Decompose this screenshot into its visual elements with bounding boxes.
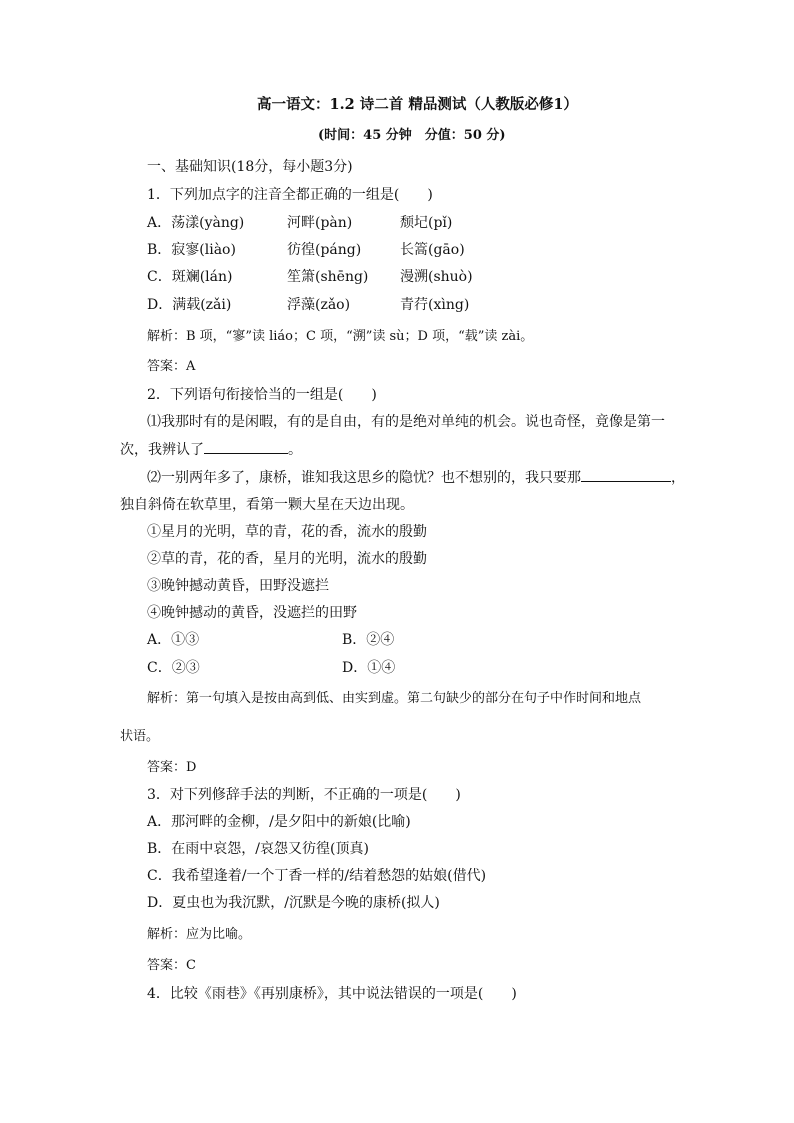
q2-p2-end: ，	[671, 470, 685, 486]
q2-analysis-cont: 状语。	[120, 729, 160, 744]
q2-option-a: A．①③	[147, 632, 200, 648]
q2-p2-text: ⑵一别两年多了，康桥，谁知我这思乡的隐忧？也不想别的，我只要那	[147, 470, 581, 486]
q1-option-d-c: 青荇(xìng)	[400, 297, 470, 313]
q1-option-d-b: 浮藻(zǎo)	[287, 297, 351, 313]
page-title: 高一语文：1.2 诗二首 精品测试（人教版必修1）	[257, 96, 578, 113]
q1-option-c-b: 笙箫(shēng)	[287, 269, 369, 285]
q2-analysis: 解析：第一句填入是按由高到低、由实到虚。第二句缺少的部分在句子中作时间和地点	[147, 691, 642, 706]
page-subtitle: (时间：45 分钟 分值：50 分)	[318, 128, 506, 143]
q1-answer: 答案：A	[147, 359, 196, 374]
q1-option-b: B．寂寥(liào)	[147, 242, 236, 258]
q1-option-b-b: 彷徨(páng)	[287, 242, 362, 258]
q1-analysis: 解析：B 项，“寥”读 liáo；C 项，“溯”读 sù；D 项，“载”读 zài。	[147, 329, 534, 344]
q1-option-a-c: 颓圮(pǐ)	[400, 215, 453, 231]
q1-option-a: A．荡漾(yàng)	[147, 215, 245, 231]
q3-stem: 3．对下列修辞手法的判断，不正确的一项是( )	[147, 787, 461, 803]
q2-item-3: ③晚钟撼动黄昏，田野没遮拦	[147, 578, 329, 594]
q2-answer: 答案：D	[147, 760, 197, 775]
q2-p1-text: 次，我辨认了	[120, 442, 204, 458]
q3-option-b: B．在雨中哀怨，/哀怨又彷徨(顶真)	[147, 841, 369, 857]
q1-option-c: C．斑斓(lán)	[147, 269, 233, 285]
q1-option-a-b: 河畔(pàn)	[287, 215, 353, 231]
q1-option-b-c: 长篙(gāo)	[400, 242, 465, 258]
section-heading: 一、基础知识(18分，每小题3分)	[147, 159, 353, 175]
q1-option-d: D．满载(zǎi)	[147, 297, 232, 313]
q2-item-4: ④晚钟撼动的黄昏，没遮拦的田野	[147, 605, 357, 621]
q2-stem: 2．下列语句衔接恰当的一组是( )	[147, 387, 377, 403]
q2-p1-end: 。	[288, 442, 302, 458]
q2-option-c: C．②③	[147, 660, 200, 676]
q3-option-a: A．那河畔的金柳，/是夕阳中的新娘(比喻)	[147, 814, 411, 830]
q3-answer: 答案：C	[147, 958, 196, 973]
answer-blank-2[interactable]	[581, 469, 671, 482]
q2-paragraph-2-cont: 独自斜倚在软草里，看第一颗大星在天边出现。	[120, 497, 414, 513]
q1-option-c-c: 漫溯(shuò)	[400, 269, 473, 285]
q2-paragraph-1: ⑴我那时有的是闲暇，有的是自由，有的是绝对单纯的机会。说也奇怪，竟像是第一	[147, 414, 665, 430]
q4-stem: 4．比较《雨巷》《再别康桥》，其中说法错误的一项是( )	[147, 986, 517, 1002]
q2-option-b: B．②④	[342, 632, 395, 648]
q3-option-d: D．夏虫也为我沉默，/沉默是今晚的康桥(拟人)	[147, 895, 440, 911]
q2-paragraph-1-cont	[120, 441, 302, 459]
q2-item-2: ②草的青，花的香，星月的光明，流水的殷勤	[147, 551, 427, 567]
q2-option-d: D．①④	[342, 660, 396, 676]
q3-analysis: 解析：应为比喻。	[147, 927, 252, 942]
q3-option-c: C．我希望逢着/一个丁香一样的/结着愁怨的姑娘(借代)	[147, 868, 487, 884]
answer-blank-1[interactable]	[204, 441, 288, 454]
q1-stem: 1．下列加点字的注音全都正确的一组是( )	[147, 187, 433, 203]
q2-paragraph-2	[147, 469, 685, 487]
q2-item-1: ①星月的光明，草的青，花的香，流水的殷勤	[147, 524, 427, 540]
